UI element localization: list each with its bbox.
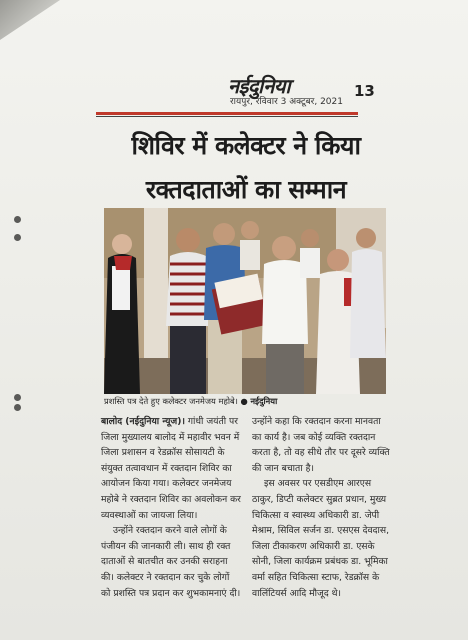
article-column-left	[101, 414, 241, 601]
photo-credit: नईदुनिया	[250, 396, 278, 406]
headline	[96, 124, 396, 212]
article-dateline: बालोद (नईदुनिया न्यूज)।	[101, 416, 185, 427]
article-text: गांधी जयंती पर जिला मुख्यालय बालोद में महावीर भवन में जिला प्रशासन व रेडक्रॉस सोसायटी के संयुक्त तत्वावधान में रक्तदान शिविर का आयोजन किया गया। कलेक्टर जनमेजय महोबे ने रक्तदान शिविर का अवलोकन कर व्यवस्थाओं का जायजा लिया।	[101, 416, 241, 521]
headline-line-1: शिविर में कलेक्टर ने किया	[131, 131, 361, 160]
article-paragraph	[101, 414, 241, 523]
edition-dateline: रायपुर, रविवार 3 अक्टूबर, 2021	[230, 97, 343, 107]
news-photo	[104, 208, 386, 394]
bullet-icon: ●	[240, 396, 248, 406]
punch-hole	[14, 234, 21, 241]
article-column-right	[252, 414, 392, 601]
masthead-rule	[96, 112, 358, 115]
punch-hole	[14, 404, 21, 411]
headline-line-2: रक्तदाताओं का सम्मान	[145, 175, 347, 204]
article-paragraph: इस अवसर पर एसडीएम आरएस ठाकुर, डिप्टी कलेक्टर सुब्रत प्रधान, मुख्य चिकित्सा व स्वास्थ्य अधिकारी डा. जेपी मेश्राम, सिविल सर्जन डा. एसएस देवदास, जिला टीकाकरण अधिकारी डा. एसके सोनी, जिला कार्यक्रम प्रबंधक डा. भूमिका वर्मा सहित चिकित्सा स्टाफ, रेडक्रॉस के वालिंटियर्स आदि मौजूद थे।	[252, 478, 390, 599]
caption-text: प्रशस्ति पत्र देते हुए कलेक्टर जनमेजय महोबे।	[104, 396, 238, 406]
page-number: 13	[354, 82, 375, 100]
punch-hole	[14, 216, 21, 223]
masthead-rule-thin	[96, 116, 358, 117]
punch-hole	[14, 394, 21, 401]
masthead	[188, 70, 378, 112]
page-corner-shadow	[0, 0, 60, 40]
article-paragraph: उन्होंने कहा कि रक्तदान करना मानवता का कार्य है। जब कोई व्यक्ति रक्तदान करता है, तो वह सीधे तौर पर दूसरे व्यक्ति की जान बचाता है।	[252, 416, 390, 474]
photo-caption	[104, 396, 386, 410]
photo-illustration	[104, 208, 386, 394]
newspaper-logo: नईदुनिया	[228, 74, 291, 98]
article-paragraph: उन्होंने रक्तदान करने वाले लोगों के पंजीयन की जानकारी ली। साथ ही रक्त दाताओं से बातचीत कर उनकी सराहना की। कलेक्टर ने रक्तदान कर चुके लोगों को प्रशस्ति पत्र प्रदान कर शुभकामनाएं दी।	[101, 525, 241, 599]
